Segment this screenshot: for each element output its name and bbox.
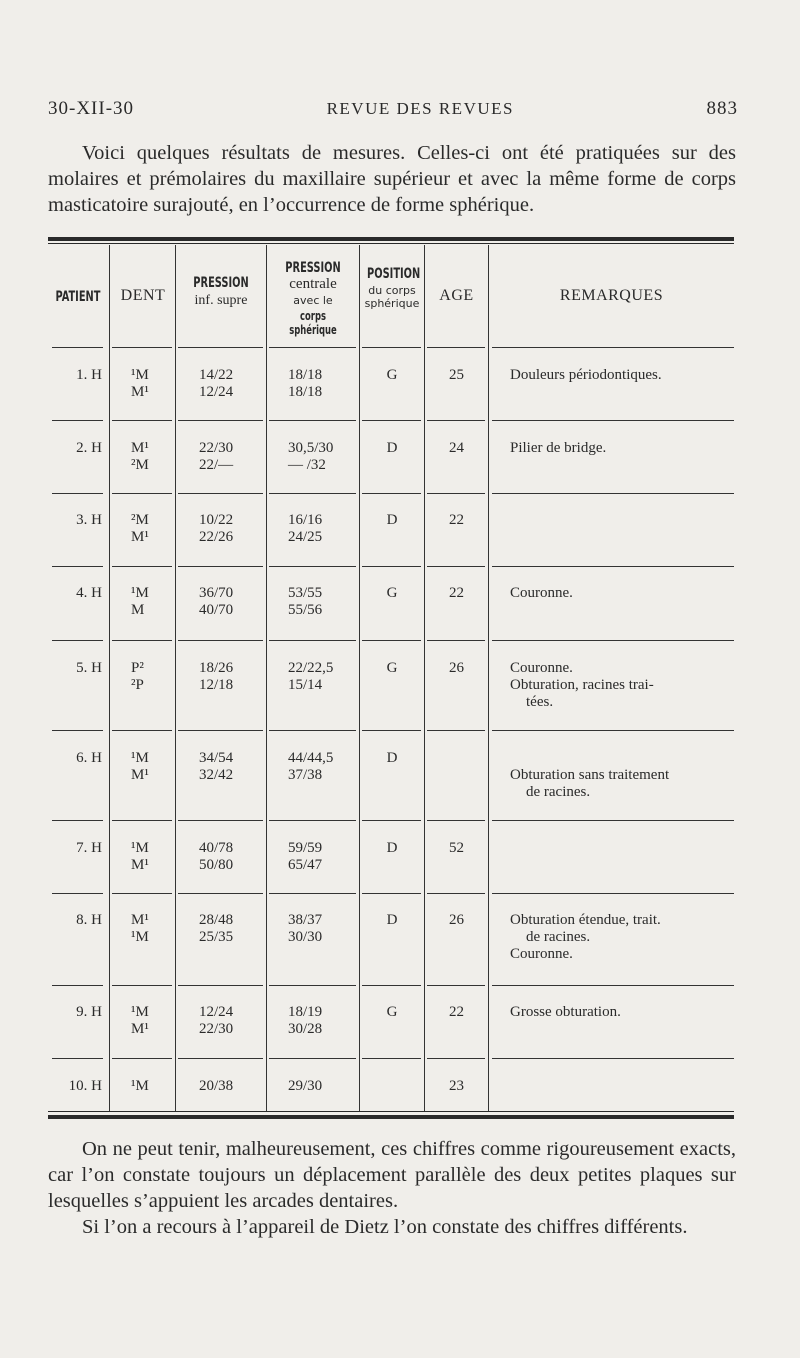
cell-dent-line: ²P [131, 677, 144, 693]
closing-text-2: Si l’on a recours à l’appareil de Dietz l’on constate des chiffres différents. [82, 1216, 688, 1238]
cell-pression-inf [176, 367, 266, 401]
cell-dent-line: ¹M [131, 1078, 149, 1094]
row-separator [112, 640, 172, 641]
cell-dent [110, 367, 175, 401]
cell-pression-centrale-line: 30/30 [288, 929, 323, 945]
table-top-rule [48, 237, 734, 241]
cell-dent [110, 1004, 175, 1038]
cell-dent-line: M¹ [131, 912, 149, 928]
cell-pression-centrale [267, 1004, 359, 1038]
cell-pression-inf-line: 40/78 [199, 840, 234, 856]
cell-dent-line: ¹M [131, 1004, 149, 1020]
row-separator [492, 985, 734, 986]
row-separator [362, 820, 421, 821]
cell-pression-centrale-line: — /32 [288, 457, 326, 473]
row-separator [492, 347, 734, 348]
cell-position: G [386, 660, 398, 676]
cell-pression-inf-line: 20/38 [199, 1078, 234, 1094]
cell-position: G [386, 367, 398, 383]
cell-patient: 9. H [76, 1004, 102, 1020]
cell-position: D [386, 840, 398, 856]
table-bottom-rule-thin [48, 1111, 734, 1112]
row-separator [178, 420, 263, 421]
cell-dent-line: M [131, 602, 145, 618]
row-separator [52, 820, 103, 821]
header-age: AGE [439, 287, 474, 304]
row-separator [269, 985, 356, 986]
row-separator [362, 347, 421, 348]
cell-position: G [386, 585, 398, 601]
cell-remarques [510, 367, 736, 384]
cell-pression-inf-line: 22/30 [199, 1021, 234, 1037]
cell-dent-line: M¹ [131, 857, 149, 873]
cell-dent-line: ¹M [131, 367, 149, 383]
cell-age: 22 [449, 1004, 464, 1020]
table-bottom-rule [48, 1115, 734, 1119]
header-remarques: REMARQUES [559, 287, 664, 304]
row-separator [427, 820, 485, 821]
cell-dent [110, 660, 175, 694]
row-separator [112, 566, 172, 567]
cell-patient: 5. H [76, 660, 102, 676]
row-separator [112, 893, 172, 894]
cell-pression-centrale [267, 840, 359, 874]
row-separator [269, 420, 356, 421]
row-separator [427, 420, 485, 421]
row-separator [269, 1058, 356, 1059]
cell-pression-centrale-line: 30,5/30 [288, 440, 334, 456]
cell-patient: 3. H [76, 512, 102, 528]
cell-dent-line: M¹ [131, 767, 149, 783]
cell-remarques [510, 1004, 736, 1021]
remark-line: Douleurs périodontiques. [510, 367, 662, 383]
row-separator [52, 1058, 103, 1059]
cell-dent-line: M¹ [131, 1021, 149, 1037]
row-separator [492, 493, 734, 494]
cell-pression-centrale [267, 750, 359, 784]
row-separator [112, 730, 172, 731]
row-separator [52, 566, 103, 567]
cell-pression-inf-line: 32/42 [199, 767, 234, 783]
cell-pression-inf-line: 18/26 [199, 660, 234, 676]
cell-pression-centrale-line: 29/30 [288, 1078, 323, 1094]
row-separator [112, 820, 172, 821]
intro-text: Voici quelques résultats de mesures. Celles-ci ont été pratiquées sur des molaires et prémolaires du maxillaire supérieur et avec la même forme de corps masticatoire surajouté, en l’occurrence de forme sphérique. [48, 142, 736, 216]
col-divider [488, 245, 489, 1111]
cell-pression-inf-line: 12/18 [199, 677, 234, 693]
cell-pression-centrale-line: 53/55 [288, 585, 323, 601]
remark-line: tées. [526, 694, 554, 710]
cell-pression-centrale-line: 65/47 [288, 857, 323, 873]
cell-pression-inf [176, 912, 266, 946]
header-journal-title: REVUE DES REVUES [326, 99, 514, 118]
row-separator [492, 893, 734, 894]
remark-line: Pilier de bridge. [510, 440, 607, 456]
row-separator [427, 893, 485, 894]
cell-pression-inf-line: 14/22 [199, 367, 234, 383]
cell-pression-centrale-line: 24/25 [288, 529, 323, 545]
cell-position: D [386, 912, 398, 928]
row-separator [52, 493, 103, 494]
row-separator [427, 493, 485, 494]
row-separator [112, 420, 172, 421]
row-separator [427, 985, 485, 986]
cell-patient: 4. H [76, 585, 102, 601]
cell-dent [110, 840, 175, 874]
cell-pression-inf-line: 12/24 [199, 384, 234, 400]
header-date: 30-XII-30 [48, 98, 135, 119]
cell-dent-line: ¹M [131, 585, 149, 601]
row-separator [178, 566, 263, 567]
row-separator [112, 1058, 172, 1059]
running-header [48, 98, 738, 120]
row-separator [178, 347, 263, 348]
cell-age: 24 [449, 440, 464, 456]
header-patient: PATIENT [55, 289, 101, 305]
cell-pression-centrale-line: 22/22,5 [288, 660, 334, 676]
cell-age: 22 [449, 512, 464, 528]
row-separator [178, 893, 263, 894]
cell-age: 52 [449, 840, 464, 856]
cell-remarques [510, 660, 736, 711]
row-separator [492, 1058, 734, 1059]
row-separator [362, 640, 421, 641]
cell-patient: 6. H [76, 750, 102, 766]
cell-pression-centrale-line: 59/59 [288, 840, 323, 856]
cell-dent-line: M¹ [131, 384, 149, 400]
cell-pression-inf-line: 12/24 [199, 1004, 234, 1020]
row-separator [269, 566, 356, 567]
cell-position: D [386, 440, 398, 456]
remark-line: Couronne. [510, 660, 573, 676]
cell-pression-centrale-line: 55/56 [288, 602, 323, 618]
cell-pression-inf [176, 1004, 266, 1038]
row-separator [52, 420, 103, 421]
row-separator [492, 820, 734, 821]
cell-age: 25 [449, 367, 464, 383]
row-separator [269, 893, 356, 894]
row-separator [362, 493, 421, 494]
cell-pression-centrale [267, 440, 359, 474]
row-separator [178, 730, 263, 731]
closing-text-1: On ne peut tenir, malheureusement, ces chiffres comme rigoureusement exacts, car l’on constate toujours un déplacement parallèle des deux petites plaques sur lesquelles s’appuient les arcades dentaires. [48, 1138, 736, 1212]
cell-age: 26 [449, 912, 464, 928]
cell-patient: 10. H [68, 1078, 102, 1094]
row-separator [52, 730, 103, 731]
row-separator [269, 640, 356, 641]
cell-dent [110, 440, 175, 474]
cell-patient: 7. H [76, 840, 102, 856]
remark-line: de racines. [526, 784, 591, 800]
cell-pression-inf-line: 36/70 [199, 585, 234, 601]
cell-pression-centrale-line: 37/38 [288, 767, 323, 783]
cell-age: 23 [449, 1078, 464, 1094]
cell-dent-line: ²M [131, 457, 149, 473]
cell-pression-inf [176, 1078, 266, 1095]
row-separator [492, 566, 734, 567]
row-separator [269, 493, 356, 494]
cell-pression-inf-line: 22/30 [199, 440, 234, 456]
cell-pression-centrale-line: 18/18 [288, 367, 323, 383]
row-separator [178, 493, 263, 494]
cell-remarques [510, 912, 736, 963]
closing-paragraph-2 [48, 1214, 736, 1240]
cell-pression-centrale-line: 15/14 [288, 677, 323, 693]
cell-pression-centrale-line: 18/19 [288, 1004, 323, 1020]
cell-pression-centrale [267, 912, 359, 946]
cell-pression-inf [176, 512, 266, 546]
row-separator [427, 1058, 485, 1059]
cell-pression-inf-line: 50/80 [199, 857, 234, 873]
cell-pression-inf [176, 660, 266, 694]
cell-dent [110, 512, 175, 546]
cell-dent [110, 912, 175, 946]
cell-patient: 2. H [76, 440, 102, 456]
cell-dent-line: M¹ [131, 440, 149, 456]
remark-line: Obturation sans traitement [510, 767, 670, 783]
cell-pression-centrale-line: 30/28 [288, 1021, 323, 1037]
row-separator [52, 985, 103, 986]
cell-patient: 8. H [76, 912, 102, 928]
row-separator [52, 640, 103, 641]
cell-pression-centrale [267, 585, 359, 619]
row-separator [112, 347, 172, 348]
row-separator [362, 985, 421, 986]
remark-line: Couronne. [510, 585, 573, 601]
row-separator [427, 640, 485, 641]
cell-patient: 1. H [76, 367, 102, 383]
cell-pression-inf-line: 22/26 [199, 529, 234, 545]
row-separator [52, 893, 103, 894]
cell-pression-inf-line: 40/70 [199, 602, 234, 618]
cell-remarques [510, 440, 736, 457]
row-separator [492, 640, 734, 641]
header-position: POSITION du corps sphérique [364, 266, 421, 310]
cell-age: 26 [449, 660, 464, 676]
header-pression-inf: PRESSION inf. supre [193, 275, 249, 309]
header-pression-centrale: PRESSION centrale avec le corps sphérique [285, 260, 341, 337]
row-separator [427, 347, 485, 348]
row-separator [178, 985, 263, 986]
cell-pression-inf [176, 750, 266, 784]
row-separator [178, 820, 263, 821]
page-number: 883 [706, 98, 738, 119]
cell-pression-inf-line: 10/22 [199, 512, 234, 528]
row-separator [427, 730, 485, 731]
header-dent: DENT [120, 287, 166, 304]
cell-pression-inf-line: 22/— [199, 457, 234, 473]
cell-pression-centrale [267, 367, 359, 401]
row-separator [112, 985, 172, 986]
row-separator [362, 1058, 421, 1059]
cell-pression-inf-line: 34/54 [199, 750, 234, 766]
intro-paragraph [48, 140, 736, 218]
cell-pression-centrale-line: 18/18 [288, 384, 323, 400]
cell-dent-line: P² [131, 660, 144, 676]
row-separator [269, 730, 356, 731]
cell-pression-inf-line: 25/35 [199, 929, 234, 945]
cell-remarques [510, 585, 736, 602]
cell-dent-line: ¹M [131, 750, 149, 766]
row-separator [178, 640, 263, 641]
cell-pression-centrale [267, 660, 359, 694]
row-separator [52, 347, 103, 348]
cell-pression-inf-line: 28/48 [199, 912, 234, 928]
cell-age: 22 [449, 585, 464, 601]
row-separator [362, 420, 421, 421]
cell-pression-centrale-line: 16/16 [288, 512, 323, 528]
cell-dent-line: M¹ [131, 529, 149, 545]
remark-line: Obturation étendue, trait. [510, 912, 661, 928]
remark-line: Couronne. [510, 946, 573, 962]
remark-line: Obturation, racines trai- [510, 677, 654, 693]
cell-position: G [386, 1004, 398, 1020]
cell-pression-centrale [267, 512, 359, 546]
cell-dent [110, 585, 175, 619]
cell-pression-centrale-line: 38/37 [288, 912, 323, 928]
remark-line: de racines. [526, 929, 591, 945]
row-separator [269, 820, 356, 821]
row-separator [492, 730, 734, 731]
cell-dent-line: ²M [131, 512, 149, 528]
cell-dent [110, 1078, 175, 1095]
row-separator [112, 493, 172, 494]
cell-pression-inf [176, 585, 266, 619]
remark-line: Grosse obturation. [510, 1004, 621, 1020]
row-separator [362, 566, 421, 567]
cell-position: D [386, 750, 398, 766]
closing-paragraph-1 [48, 1136, 736, 1214]
table-top-rule-thin [48, 243, 734, 244]
cell-dent-line: ¹M [131, 929, 149, 945]
cell-pression-centrale [267, 1078, 359, 1095]
row-separator [492, 420, 734, 421]
cell-pression-centrale-line: 44/44,5 [288, 750, 334, 766]
row-separator [362, 893, 421, 894]
cell-pression-inf [176, 440, 266, 474]
cell-dent [110, 750, 175, 784]
cell-pression-inf [176, 840, 266, 874]
row-separator [427, 566, 485, 567]
row-separator [362, 730, 421, 731]
cell-dent-line: ¹M [131, 840, 149, 856]
cell-remarques [510, 767, 736, 801]
cell-position: D [386, 512, 398, 528]
row-separator [269, 347, 356, 348]
row-separator [178, 1058, 263, 1059]
